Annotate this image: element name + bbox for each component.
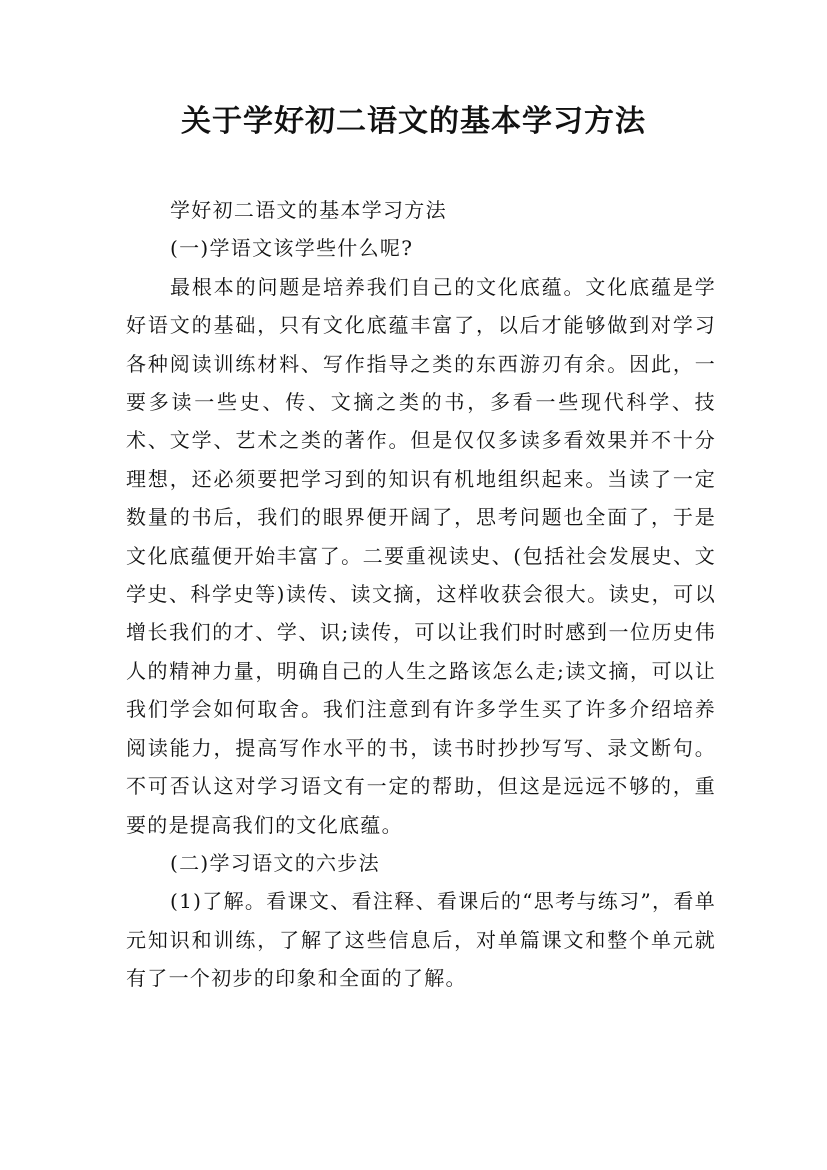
section-heading-2: (二)学习语文的六步法 — [170, 850, 380, 875]
document-body — [126, 191, 716, 998]
subtitle-paragraph: 学好初二语文的基本学习方法 — [170, 198, 447, 222]
document-title: 关于学好初二语文的基本学习方法 — [181, 104, 646, 139]
body-paragraph: 最根本的问题是培养我们自己的文化底蕴。文化底蕴是学好语文的基础，只有文化底蕴丰富了，以后才能够做到对学习各种阅读训练材料、写作指导之类的东西游刃有余。因此，一要多读一些史、传、文摘之类的书，多看一些现代科学、技术、文学、艺术之类的著作。但是仅仅多读多看效果并不十分理想，还必须要把学习到的知识有机地组织起来。当读了一定数量的书后，我们的眼界便开阔了，思考问题也全面了，于是文化底蕴便开始丰富了。二要重视读史、(包括社会发展史、文学史、科学史等)读传、读文摘，这样收获会很大。读史，可以增长我们的才、学、识;读传，可以让我们时时感到一位历史伟人的精神力量，明确自己的人生之路该怎么走;读文摘，可以让我们学会如何取舍。我们注意到有许多学生买了许多介绍培养阅读能力，提高写作水平的书，读书时抄抄写写、录文断句。不可否认这对学习语文有一定的帮助，但这是远远不够的，重要的是提高我们的文化底蕴。 — [126, 274, 716, 837]
body-paragraph-step-1: (1)了解。看课文、看注释、看课后的“思考与练习”，看单元知识和训练，了解了这些信息后，对单篇课文和整个单元就有了一个初步的印象和全面的了解。 — [126, 889, 716, 991]
section-heading-1: (一)学语文该学些什么呢? — [170, 236, 414, 261]
